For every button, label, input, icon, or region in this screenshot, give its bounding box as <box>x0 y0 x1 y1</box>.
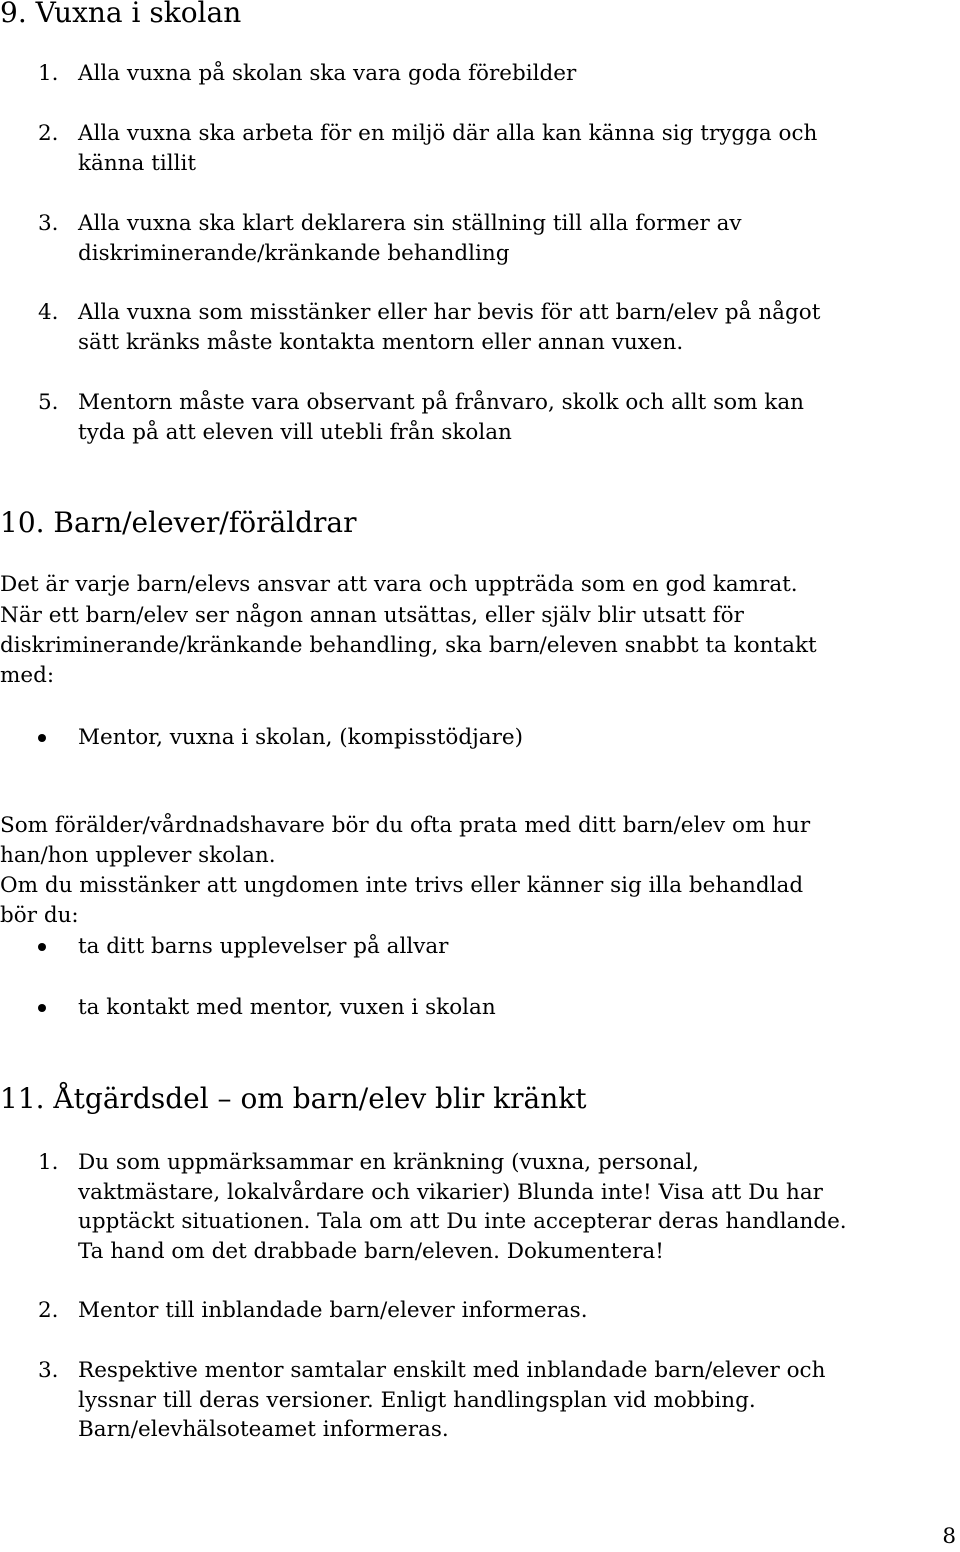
list-item-text: sätt kränks måste kontakta mentorn eller annan vuxen. <box>78 330 684 355</box>
paragraph-line: Som förälder/vårdnadshavare bör du ofta prata med ditt barn/elev om hur <box>0 813 811 838</box>
list-item-text: Mentorn måste vara observant på frånvaro, skolk och allt som kan <box>78 390 805 415</box>
list-item-text: Ta hand om det drabbade barn/eleven. Dokumentera! <box>78 1239 664 1264</box>
list-item-text: Alla vuxna ska arbeta för en miljö där alla kan känna sig trygga och <box>78 121 818 146</box>
bullet-icon <box>38 943 46 951</box>
section-9-heading: 9. Vuxna i skolan <box>0 0 242 29</box>
list-item-number: 3. <box>38 211 59 236</box>
list-item-text: diskriminerande/kränkande behandling <box>78 241 510 266</box>
bullet-item: Mentor, vuxna i skolan, (kompisstödjare) <box>78 725 523 750</box>
list-item-number: 1. <box>38 61 59 86</box>
paragraph-line: bör du: <box>0 903 79 928</box>
list-item-text: tyda på att eleven vill utebli från skolan <box>78 420 512 445</box>
page-number: 8 <box>942 1524 956 1549</box>
list-item-text: lyssnar till deras versioner. Enligt handlingsplan vid mobbing. <box>78 1388 756 1413</box>
list-item-text: Alla vuxna som misstänker eller har bevis för att barn/elev på något <box>78 300 821 325</box>
paragraph-line: han/hon upplever skolan. <box>0 843 276 868</box>
list-item-number: 2. <box>38 1298 59 1323</box>
list-item-number: 1. <box>38 1150 59 1175</box>
section-11-heading: 11. Åtgärdsdel – om barn/elev blir kränkt <box>0 1082 587 1115</box>
list-item-text: Respektive mentor samtalar enskilt med inblandade barn/elever och <box>78 1358 826 1383</box>
bullet-item: ta ditt barns upplevelser på allvar <box>78 934 449 959</box>
list-item-text: Mentor till inblandade barn/elever informeras. <box>78 1298 588 1323</box>
list-item-text: upptäckt situationen. Tala om att Du inte accepterar deras handlande. <box>78 1209 847 1234</box>
bullet-item: ta kontakt med mentor, vuxen i skolan <box>78 995 496 1020</box>
list-item-text: Alla vuxna på skolan ska vara goda förebilder <box>78 61 577 86</box>
list-item-text: Alla vuxna ska klart deklarera sin ställning till alla former av <box>78 211 742 236</box>
list-item-text: vaktmästare, lokalvårdare och vikarier) Blunda inte! Visa att Du har <box>78 1180 823 1205</box>
paragraph-line: diskriminerande/kränkande behandling, ska barn/eleven snabbt ta kontakt <box>0 633 817 658</box>
list-item-text: Du som uppmärksammar en kränkning (vuxna, personal, <box>78 1150 700 1175</box>
list-item-text: känna tillit <box>78 151 196 176</box>
paragraph-line: Det är varje barn/elevs ansvar att vara och uppträda som en god kamrat. <box>0 572 798 597</box>
paragraph-line: med: <box>0 663 55 688</box>
bullet-icon <box>38 1004 46 1012</box>
section-10-heading: 10. Barn/elever/föräldrar <box>0 506 357 539</box>
paragraph-line: När ett barn/elev ser någon annan utsättas, eller själv blir utsatt för <box>0 603 744 628</box>
list-item-text: Barn/elevhälsoteamet informeras. <box>78 1417 449 1442</box>
list-item-number: 4. <box>38 300 59 325</box>
list-item-number: 5. <box>38 390 59 415</box>
list-item-number: 2. <box>38 121 59 146</box>
paragraph-line: Om du misstänker att ungdomen inte trivs eller känner sig illa behandlad <box>0 873 804 898</box>
bullet-icon <box>38 734 46 742</box>
list-item-number: 3. <box>38 1358 59 1383</box>
